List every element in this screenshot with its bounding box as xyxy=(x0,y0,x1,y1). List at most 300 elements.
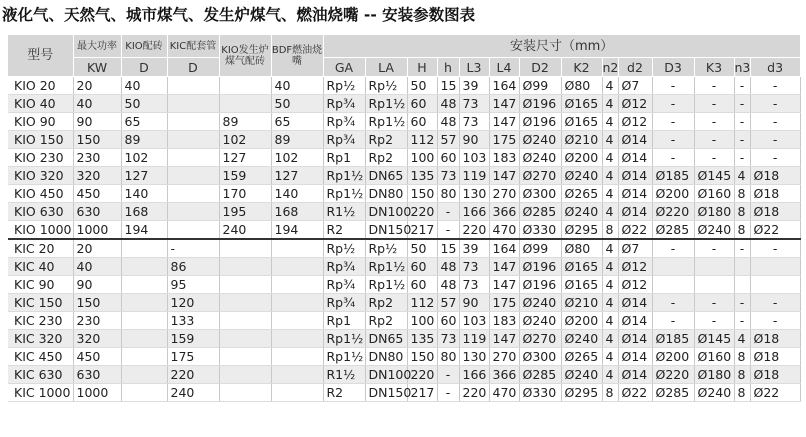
table-cell: DN80 xyxy=(365,185,407,203)
table-cell: 159 xyxy=(219,167,271,185)
table-cell: Ø22 xyxy=(618,384,652,402)
table-cell: - xyxy=(437,384,459,402)
table-cell: - xyxy=(750,239,800,258)
table-cell: 220 xyxy=(407,203,437,221)
header-sub-cell: D xyxy=(121,58,167,77)
table-cell: KIC 40 xyxy=(8,258,73,276)
table-cell xyxy=(167,113,219,131)
table-cell: - xyxy=(694,131,734,149)
table-cell: - xyxy=(734,239,750,258)
table-cell: 175 xyxy=(489,294,519,312)
table-cell: Rp½ xyxy=(323,77,365,95)
table-cell: 147 xyxy=(489,276,519,294)
table-cell: Ø200 xyxy=(561,312,602,330)
table-cell: Ø240 xyxy=(519,294,561,312)
table-cell: 127 xyxy=(219,149,271,167)
table-cell: 57 xyxy=(437,294,459,312)
table-cell: Ø265 xyxy=(561,348,602,366)
table-cell: Ø180 xyxy=(694,203,734,221)
table-cell: 630 xyxy=(73,203,121,221)
table-cell xyxy=(219,294,271,312)
table-cell: 366 xyxy=(489,203,519,221)
table-cell: R2 xyxy=(323,384,365,402)
header-sub-cell: D3 xyxy=(652,58,694,77)
table-cell xyxy=(121,276,167,294)
table-cell: Ø240 xyxy=(519,149,561,167)
table-cell: - xyxy=(734,131,750,149)
table-cell: 150 xyxy=(73,131,121,149)
table-cell: 164 xyxy=(489,239,519,258)
table-cell: 73 xyxy=(459,113,489,131)
table-cell: 150 xyxy=(407,185,437,203)
table-cell: Ø165 xyxy=(561,258,602,276)
table-cell: 130 xyxy=(459,348,489,366)
table-cell: 48 xyxy=(437,258,459,276)
table-cell: 57 xyxy=(437,131,459,149)
table-cell: 150 xyxy=(73,294,121,312)
table-cell: KIO 20 xyxy=(8,77,73,95)
table-cell xyxy=(652,258,694,276)
table-cell xyxy=(652,276,694,294)
table-cell: 100 xyxy=(407,149,437,167)
table-cell: Ø160 xyxy=(694,348,734,366)
table-cell: Ø285 xyxy=(519,366,561,384)
table-cell: Rp1 xyxy=(323,312,365,330)
table-cell xyxy=(121,258,167,276)
table-cell: Rp1½ xyxy=(365,95,407,113)
table-cell: Rp¾ xyxy=(323,258,365,276)
header-kic-tube: KIC配套管 xyxy=(167,35,219,58)
table-cell: Ø240 xyxy=(519,131,561,149)
header-sub-cell: LA xyxy=(365,58,407,77)
table-row-kio xyxy=(8,77,800,95)
table-cell: 60 xyxy=(407,276,437,294)
header-row-1 xyxy=(8,35,800,58)
table-cell: - xyxy=(734,113,750,131)
table-cell: Rp1½ xyxy=(323,330,365,348)
table-cell: 217 xyxy=(407,384,437,402)
table-cell xyxy=(167,167,219,185)
table-cell: 40 xyxy=(73,258,121,276)
table-cell xyxy=(271,384,323,402)
table-cell: 50 xyxy=(407,239,437,258)
table-cell: Ø300 xyxy=(519,348,561,366)
table-cell xyxy=(167,77,219,95)
table-cell: Ø14 xyxy=(618,203,652,221)
table-cell: 470 xyxy=(489,384,519,402)
table-cell: 4 xyxy=(602,276,618,294)
table-cell: Ø80 xyxy=(561,77,602,95)
table-cell: - xyxy=(734,294,750,312)
table-cell: 65 xyxy=(271,113,323,131)
table-cell: 140 xyxy=(271,185,323,203)
table-cell: 150 xyxy=(407,348,437,366)
table-cell: Ø18 xyxy=(750,185,800,203)
table-cell: 102 xyxy=(271,149,323,167)
table-cell: - xyxy=(750,149,800,167)
table-cell: 112 xyxy=(407,131,437,149)
table-cell xyxy=(121,294,167,312)
table-cell: 147 xyxy=(489,330,519,348)
table-cell: Ø99 xyxy=(519,239,561,258)
table-cell: 90 xyxy=(459,131,489,149)
table-cell: Ø14 xyxy=(618,312,652,330)
table-cell: KIC 230 xyxy=(8,312,73,330)
table-cell: KIC 150 xyxy=(8,294,73,312)
table-cell: Ø196 xyxy=(519,276,561,294)
table-cell: Ø220 xyxy=(652,203,694,221)
table-cell: 4 xyxy=(602,95,618,113)
table-cell: Rp½ xyxy=(323,239,365,258)
table-cell: - xyxy=(694,95,734,113)
table-cell: 40 xyxy=(121,77,167,95)
table-cell: 73 xyxy=(459,258,489,276)
header-sub-cell: h xyxy=(437,58,459,77)
table-cell: 1000 xyxy=(73,384,121,402)
table-cell: Ø14 xyxy=(618,294,652,312)
table-cell: Rp1½ xyxy=(365,276,407,294)
table-cell: KIO 630 xyxy=(8,203,73,221)
table-cell xyxy=(219,239,271,258)
table-cell: 1000 xyxy=(73,221,121,240)
table-cell: 103 xyxy=(459,312,489,330)
table-cell: - xyxy=(734,149,750,167)
table-cell: 39 xyxy=(459,77,489,95)
table-cell: Ø196 xyxy=(519,258,561,276)
table-cell: - xyxy=(652,113,694,131)
table-cell: 4 xyxy=(602,330,618,348)
table-cell: 127 xyxy=(121,167,167,185)
table-cell: KIO 450 xyxy=(8,185,73,203)
table-cell: - xyxy=(750,77,800,95)
header-sub-cell: n3 xyxy=(734,59,751,75)
table-cell: Ø14 xyxy=(618,348,652,366)
table-cell: 230 xyxy=(73,149,121,167)
table-cell: 50 xyxy=(121,95,167,113)
table-cell: Ø165 xyxy=(561,113,602,131)
table-cell: 65 xyxy=(121,113,167,131)
table-cell: 40 xyxy=(73,95,121,113)
table-cell: KIO 320 xyxy=(8,167,73,185)
table-cell: 240 xyxy=(167,384,219,402)
table-cell: Rp1½ xyxy=(323,348,365,366)
table-cell: - xyxy=(694,113,734,131)
table-cell: 230 xyxy=(73,312,121,330)
table-cell: 73 xyxy=(437,330,459,348)
table-cell: 103 xyxy=(459,149,489,167)
table-cell: 175 xyxy=(489,131,519,149)
table-cell: Rp¾ xyxy=(323,131,365,149)
table-cell xyxy=(167,95,219,113)
table-cell: 60 xyxy=(407,95,437,113)
table-cell: - xyxy=(652,77,694,95)
table-cell: Ø196 xyxy=(519,95,561,113)
table-cell: Ø265 xyxy=(561,185,602,203)
table-row-kic xyxy=(8,239,800,258)
table-cell xyxy=(694,258,734,276)
table-cell xyxy=(219,77,271,95)
table-cell: 220 xyxy=(167,366,219,384)
table-cell: 220 xyxy=(459,384,489,402)
table-cell: Ø210 xyxy=(561,294,602,312)
table-cell xyxy=(167,185,219,203)
table-cell: 166 xyxy=(459,203,489,221)
table-cell: - xyxy=(652,95,694,113)
table-cell: 8 xyxy=(734,348,750,366)
table-cell: 4 xyxy=(602,131,618,149)
table-cell: Ø270 xyxy=(519,330,561,348)
table-cell: 194 xyxy=(121,221,167,240)
table-cell: KIO 150 xyxy=(8,131,73,149)
table-cell xyxy=(219,348,271,366)
table-cell xyxy=(750,276,800,294)
table-cell: DN150 xyxy=(365,221,407,240)
table-cell: 320 xyxy=(73,330,121,348)
table-cell: - xyxy=(167,239,219,258)
table-cell: 168 xyxy=(121,203,167,221)
table-cell: Rp1½ xyxy=(323,185,365,203)
table-cell: 450 xyxy=(73,185,121,203)
table-cell: - xyxy=(652,294,694,312)
table-row-kio xyxy=(8,221,800,240)
table-cell xyxy=(271,239,323,258)
table-cell: - xyxy=(694,239,734,258)
table-cell: - xyxy=(694,312,734,330)
table-cell: 4 xyxy=(602,113,618,131)
header-model: 型号 xyxy=(8,35,73,77)
table-cell: Ø14 xyxy=(618,149,652,167)
table-cell: - xyxy=(694,77,734,95)
table-cell: Ø240 xyxy=(694,221,734,240)
table-cell: 60 xyxy=(407,258,437,276)
table-cell: KIO 90 xyxy=(8,113,73,131)
table-cell: 119 xyxy=(459,167,489,185)
table-cell: 147 xyxy=(489,167,519,185)
table-cell: Ø18 xyxy=(750,203,800,221)
table-cell: Ø14 xyxy=(618,167,652,185)
header-max-power: 最大功率 xyxy=(73,35,121,58)
table-cell: KIC 90 xyxy=(8,276,73,294)
table-cell: Ø240 xyxy=(694,384,734,402)
table-cell: - xyxy=(750,312,800,330)
table-cell: 4 xyxy=(602,203,618,221)
table-cell: Ø285 xyxy=(652,384,694,402)
table-cell: Ø330 xyxy=(519,221,561,240)
table-cell: 48 xyxy=(437,276,459,294)
table-cell: Ø12 xyxy=(618,258,652,276)
table-row-kic xyxy=(8,330,800,348)
table-cell: Rp1½ xyxy=(365,113,407,131)
table-cell: KIC 20 xyxy=(8,239,73,258)
table-cell: 20 xyxy=(73,77,121,95)
table-cell xyxy=(121,239,167,258)
table-cell: - xyxy=(437,366,459,384)
table-cell: 320 xyxy=(73,167,121,185)
table-cell: 15 xyxy=(437,239,459,258)
table-cell: 48 xyxy=(437,95,459,113)
table-cell: 50 xyxy=(271,95,323,113)
table-cell: 194 xyxy=(271,221,323,240)
table-cell: KIO 40 xyxy=(8,95,73,113)
table-cell: Rp1½ xyxy=(365,258,407,276)
table-cell: 60 xyxy=(437,149,459,167)
table-cell xyxy=(271,258,323,276)
table-cell: 95 xyxy=(167,276,219,294)
table-cell: Ø200 xyxy=(561,149,602,167)
table-cell: - xyxy=(750,294,800,312)
table-cell: Rp¾ xyxy=(323,113,365,131)
table-cell: 240 xyxy=(219,221,271,240)
table-cell: - xyxy=(750,95,800,113)
table-cell: Rp¾ xyxy=(323,294,365,312)
table-cell xyxy=(167,131,219,149)
table-row-kio xyxy=(8,185,800,203)
table-cell: Ø12 xyxy=(618,113,652,131)
table-row-kio xyxy=(8,167,800,185)
table-cell: Ø22 xyxy=(750,384,800,402)
table-cell xyxy=(219,384,271,402)
table-cell: - xyxy=(734,95,750,113)
table-cell: 15 xyxy=(437,77,459,95)
table-cell: Ø240 xyxy=(561,330,602,348)
table-cell: 270 xyxy=(489,185,519,203)
table-cell: Ø200 xyxy=(652,185,694,203)
table-cell xyxy=(121,366,167,384)
table-cell: Ø14 xyxy=(618,131,652,149)
table-row-kio xyxy=(8,203,800,221)
table-cell: DN65 xyxy=(365,167,407,185)
table-cell xyxy=(694,276,734,294)
table-cell: Ø7 xyxy=(618,239,652,258)
table-cell: Ø270 xyxy=(519,167,561,185)
table-cell: - xyxy=(652,239,694,258)
table-cell: KIO 1000 xyxy=(8,221,73,240)
table-cell: 164 xyxy=(489,77,519,95)
table-cell: 48 xyxy=(437,113,459,131)
table-cell: 470 xyxy=(489,221,519,240)
header-sub-cell: L3 xyxy=(459,58,489,77)
table-cell xyxy=(734,276,750,294)
header-sub-cell: GA xyxy=(323,58,365,77)
table-cell: Ø14 xyxy=(618,185,652,203)
table-cell: Ø210 xyxy=(561,131,602,149)
table-cell: Ø285 xyxy=(519,203,561,221)
table-cell: - xyxy=(437,221,459,240)
table-cell: 8 xyxy=(734,185,750,203)
table-cell: 4 xyxy=(602,167,618,185)
table-cell: 112 xyxy=(407,294,437,312)
table-cell: R1½ xyxy=(323,366,365,384)
table-cell: 183 xyxy=(489,149,519,167)
table-cell: Ø18 xyxy=(750,366,800,384)
table-cell: 166 xyxy=(459,366,489,384)
table-cell: - xyxy=(734,77,750,95)
table-cell: KIC 1000 xyxy=(8,384,73,402)
table-cell xyxy=(167,149,219,167)
table-cell: KIC 630 xyxy=(8,366,73,384)
table-cell: Ø285 xyxy=(652,221,694,240)
table-cell: 119 xyxy=(459,330,489,348)
table-cell: 50 xyxy=(407,77,437,95)
table-cell: - xyxy=(750,113,800,131)
table-cell xyxy=(271,330,323,348)
header-sub-cell: KW xyxy=(73,58,121,77)
table-row-kio xyxy=(8,131,800,149)
table-row-kic xyxy=(8,312,800,330)
table-cell: - xyxy=(652,312,694,330)
table-cell: Ø18 xyxy=(750,330,800,348)
table-cell xyxy=(219,366,271,384)
table-row-kic xyxy=(8,276,800,294)
table-row-kic xyxy=(8,258,800,276)
table-cell: Ø240 xyxy=(519,312,561,330)
header-sub-cell: H xyxy=(407,58,437,77)
table-cell: 8 xyxy=(734,366,750,384)
table-cell: Ø12 xyxy=(618,95,652,113)
table-row-kio xyxy=(8,113,800,131)
table-cell: KIC 320 xyxy=(8,330,73,348)
table-cell: 4 xyxy=(602,366,618,384)
table-cell: 89 xyxy=(121,131,167,149)
table-cell: 40 xyxy=(271,77,323,95)
header-sub-cell: K3 xyxy=(694,58,734,77)
table-cell: 175 xyxy=(167,348,219,366)
header-sub-cell: D2 xyxy=(519,58,561,77)
table-cell: 8 xyxy=(734,203,750,221)
table-cell: 73 xyxy=(459,95,489,113)
table-cell: DN100 xyxy=(365,203,407,221)
table-cell: Rp¾ xyxy=(323,95,365,113)
table-cell: Ø22 xyxy=(618,221,652,240)
table-cell xyxy=(271,312,323,330)
table-cell: 80 xyxy=(437,348,459,366)
table-cell: DN150 xyxy=(365,384,407,402)
table-cell xyxy=(219,330,271,348)
table-cell: 4 xyxy=(602,239,618,258)
table-cell xyxy=(219,95,271,113)
table-cell xyxy=(121,384,167,402)
table-cell: 120 xyxy=(167,294,219,312)
header-install-size: 安装尺寸（mm） xyxy=(323,35,800,58)
table-cell: Rp2 xyxy=(365,149,407,167)
table-cell: 4 xyxy=(734,167,750,185)
table-cell: Ø180 xyxy=(694,366,734,384)
table-cell: Ø196 xyxy=(519,113,561,131)
table-cell: 4 xyxy=(602,348,618,366)
table-cell: 147 xyxy=(489,113,519,131)
table-cell: 73 xyxy=(437,167,459,185)
table-cell: - xyxy=(694,149,734,167)
table-cell: Rp1 xyxy=(323,149,365,167)
table-cell: 4 xyxy=(602,149,618,167)
table-cell: 147 xyxy=(489,95,519,113)
table-cell: 220 xyxy=(459,221,489,240)
table-cell: 168 xyxy=(271,203,323,221)
table-cell: 100 xyxy=(407,312,437,330)
table-cell: 60 xyxy=(437,312,459,330)
table-cell: Ø295 xyxy=(561,221,602,240)
table-cell: R1½ xyxy=(323,203,365,221)
table-cell xyxy=(271,366,323,384)
table-row-kio xyxy=(8,95,800,113)
table-cell: 4 xyxy=(602,77,618,95)
table-cell: 135 xyxy=(407,167,437,185)
table-cell: Ø160 xyxy=(694,185,734,203)
table-cell xyxy=(734,258,750,276)
header-bdf-burner: BDF燃油烧嘴 xyxy=(271,35,323,77)
table-cell xyxy=(271,348,323,366)
table-cell: 140 xyxy=(121,185,167,203)
